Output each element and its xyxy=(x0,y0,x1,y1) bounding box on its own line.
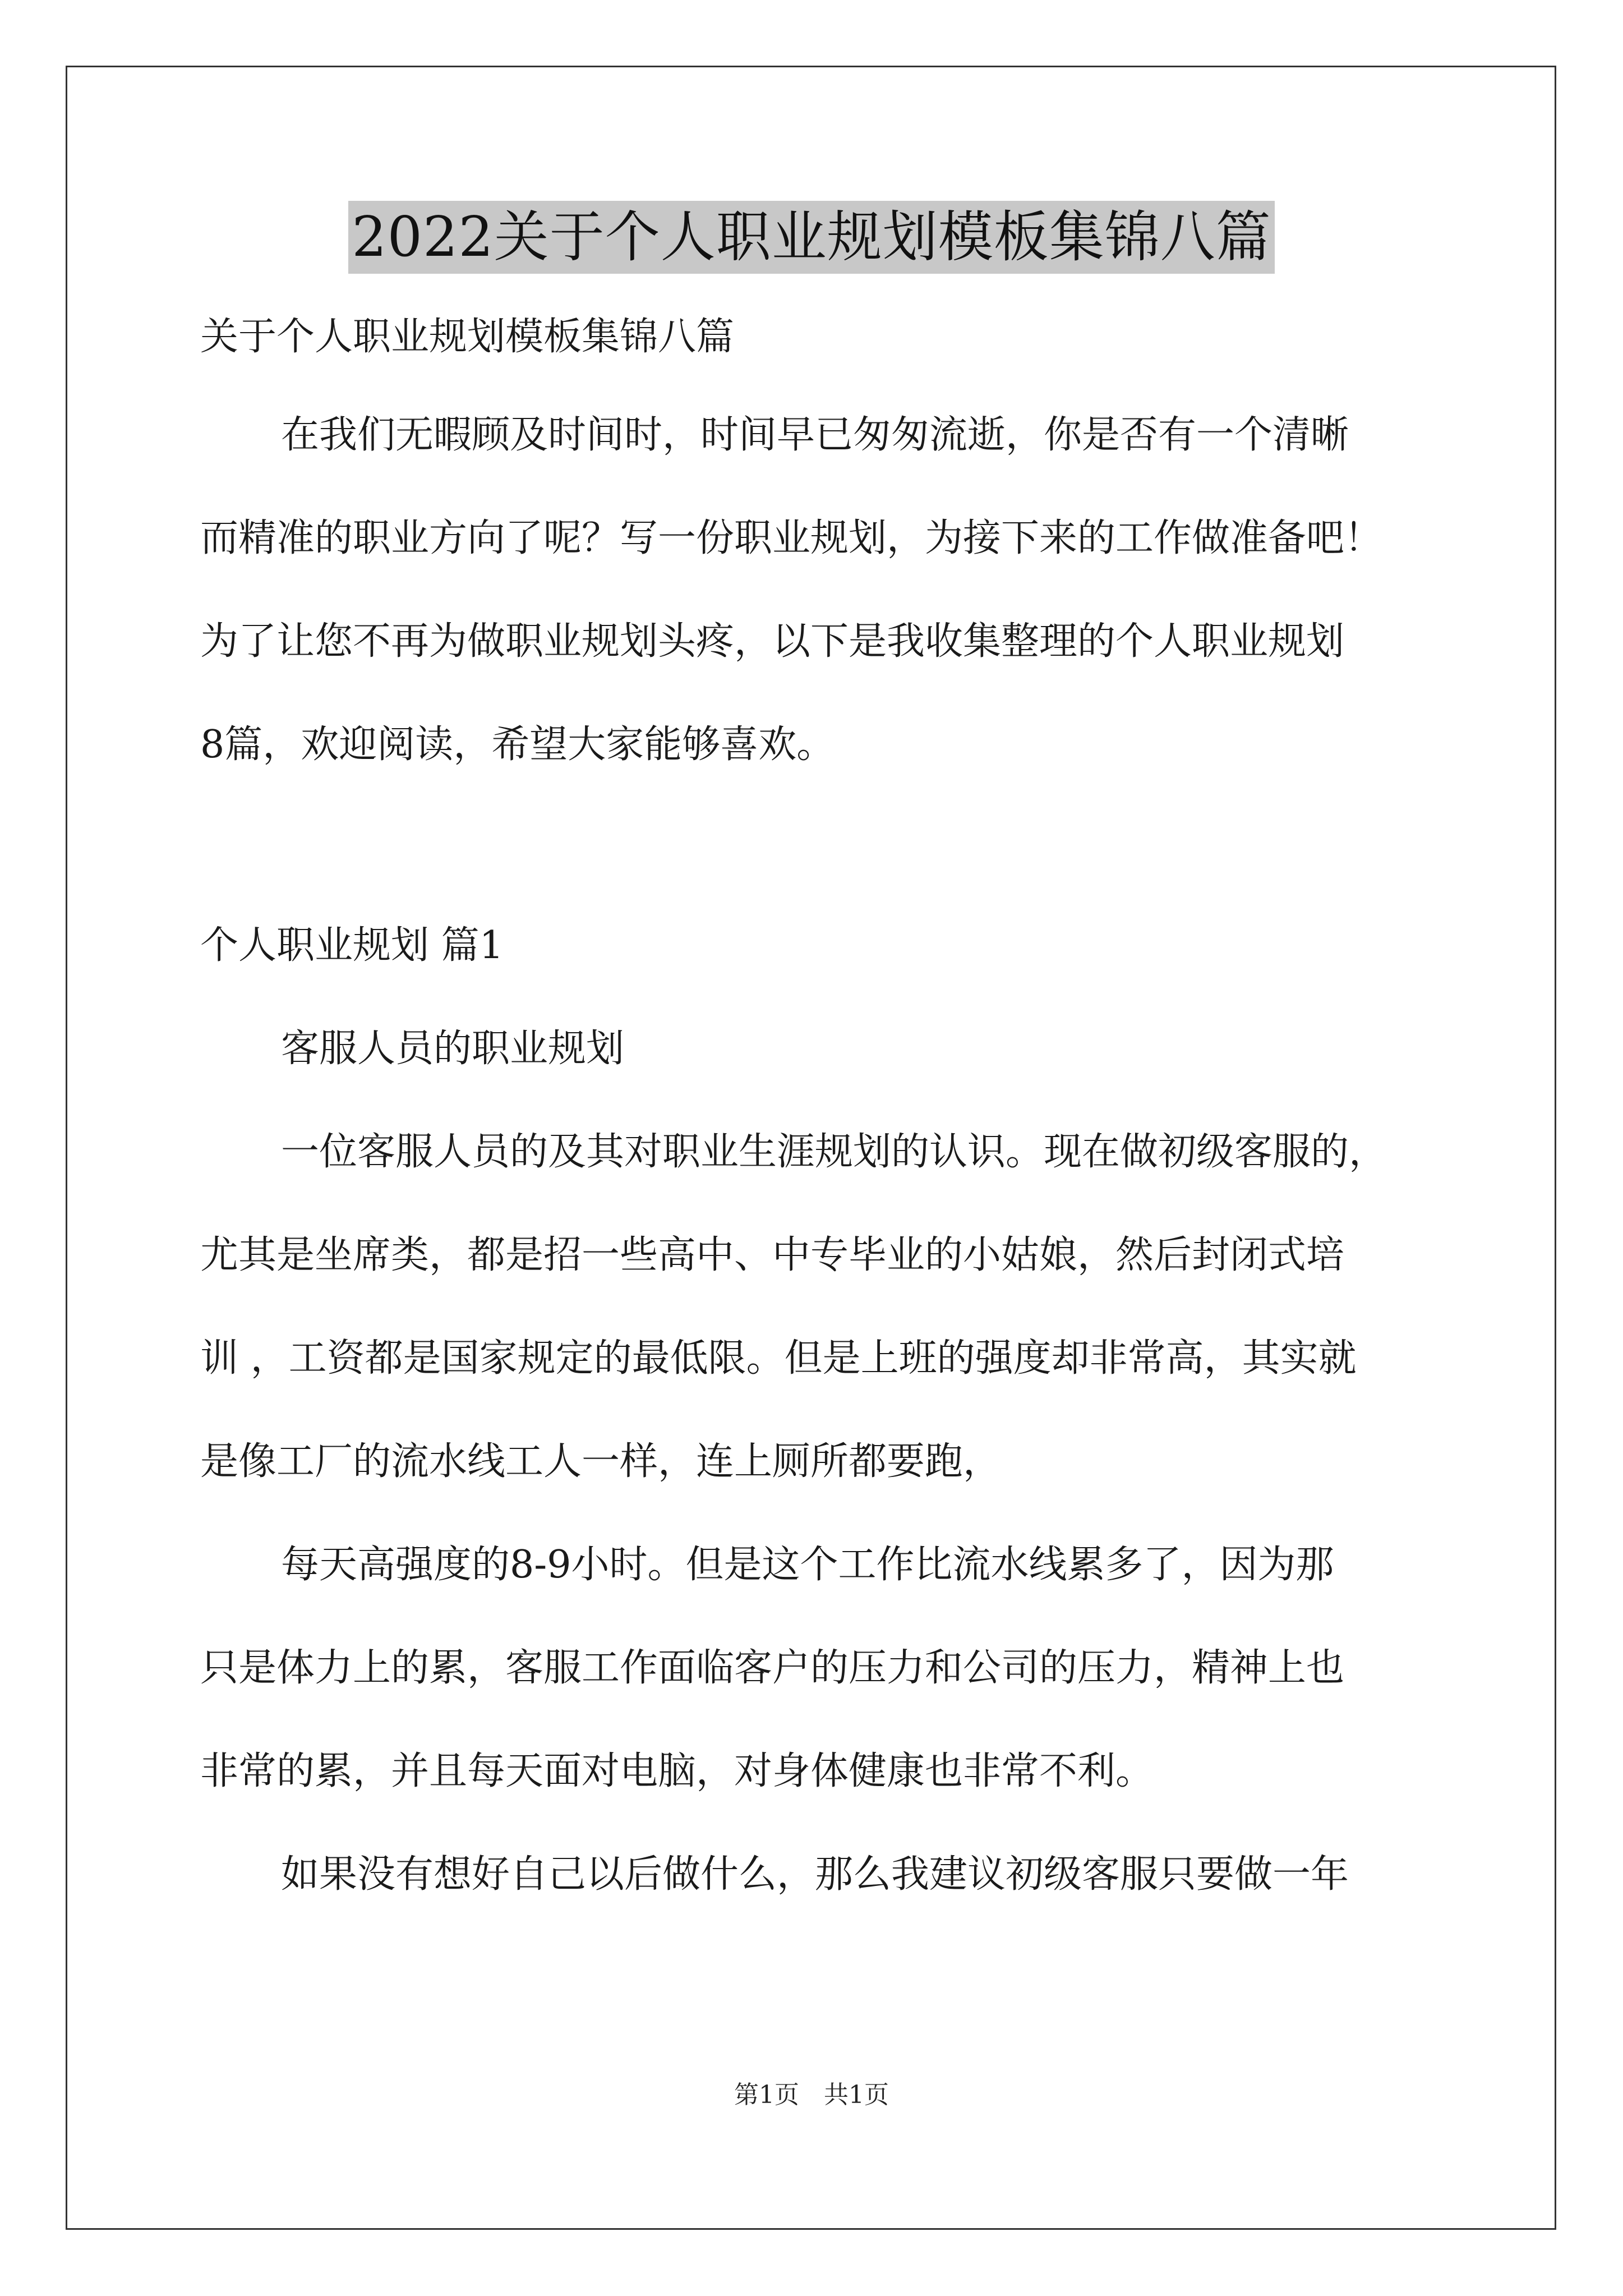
paragraph-line: 在我们无暇顾及时间时，时间早已匆匆流逝，你是否有一个清晰 xyxy=(281,413,1349,457)
paragraph-line: 只是体力上的累，客服工作面临客户的压力和公司的压力，精神上也 xyxy=(200,1646,1345,1690)
body-paragraph xyxy=(200,1849,1434,1901)
paragraph-line: 8篇，欢迎阅读，希望大家能够喜欢。 xyxy=(200,723,835,767)
paragraph-line: 尤其是坐席类，都是招一些高中、中专毕业的小姑娘，然后封闭式培 xyxy=(200,1233,1345,1277)
title-container xyxy=(0,201,1623,274)
paragraph-line: 每天高强度的8-9小时。但是这个工作比流水线累多了，因为那 xyxy=(281,1543,1334,1587)
document-title: 2022关于个人职业规划模板集锦八篇 xyxy=(348,201,1274,274)
document-body xyxy=(200,311,1434,1901)
paragraph-line: 是像工厂的流水线工人一样，连上厕所都要跑， xyxy=(200,1439,1002,1484)
paragraph-line: 训 ，工资都是国家规定的最低限。但是上班的强度却非常高，其实就 xyxy=(200,1336,1357,1381)
paragraph-line: 而精准的职业方向了呢？写一份职业规划，为接下来的工作做准备吧！ xyxy=(200,516,1383,560)
paragraph-line: 一位客服人员的及其对职业生涯规划的认识。现在做初级客服的， xyxy=(281,1130,1387,1174)
body-paragraph xyxy=(200,1126,1434,1488)
page-footer: 第1页 共1页 xyxy=(734,2081,889,2109)
paragraph-line: 为了让您不再为做职业规划头疼，以下是我收集整理的个人职业规划 xyxy=(200,619,1345,664)
body-paragraph xyxy=(200,1539,1434,1797)
intro-paragraph xyxy=(200,409,1434,771)
section-subheading: 客服人员的职业规划 xyxy=(281,1027,625,1071)
document-subtitle: 关于个人职业规划模板集锦八篇 xyxy=(200,315,735,359)
section-heading: 个人职业规划 篇1 xyxy=(200,923,504,968)
paragraph-line: 非常的累，并且每天面对电脑，对身体健康也非常不利。 xyxy=(200,1749,1154,1793)
paragraph-line: 如果没有想好自己以后做什么，那么我建议初级客服只要做一年 xyxy=(281,1852,1349,1897)
